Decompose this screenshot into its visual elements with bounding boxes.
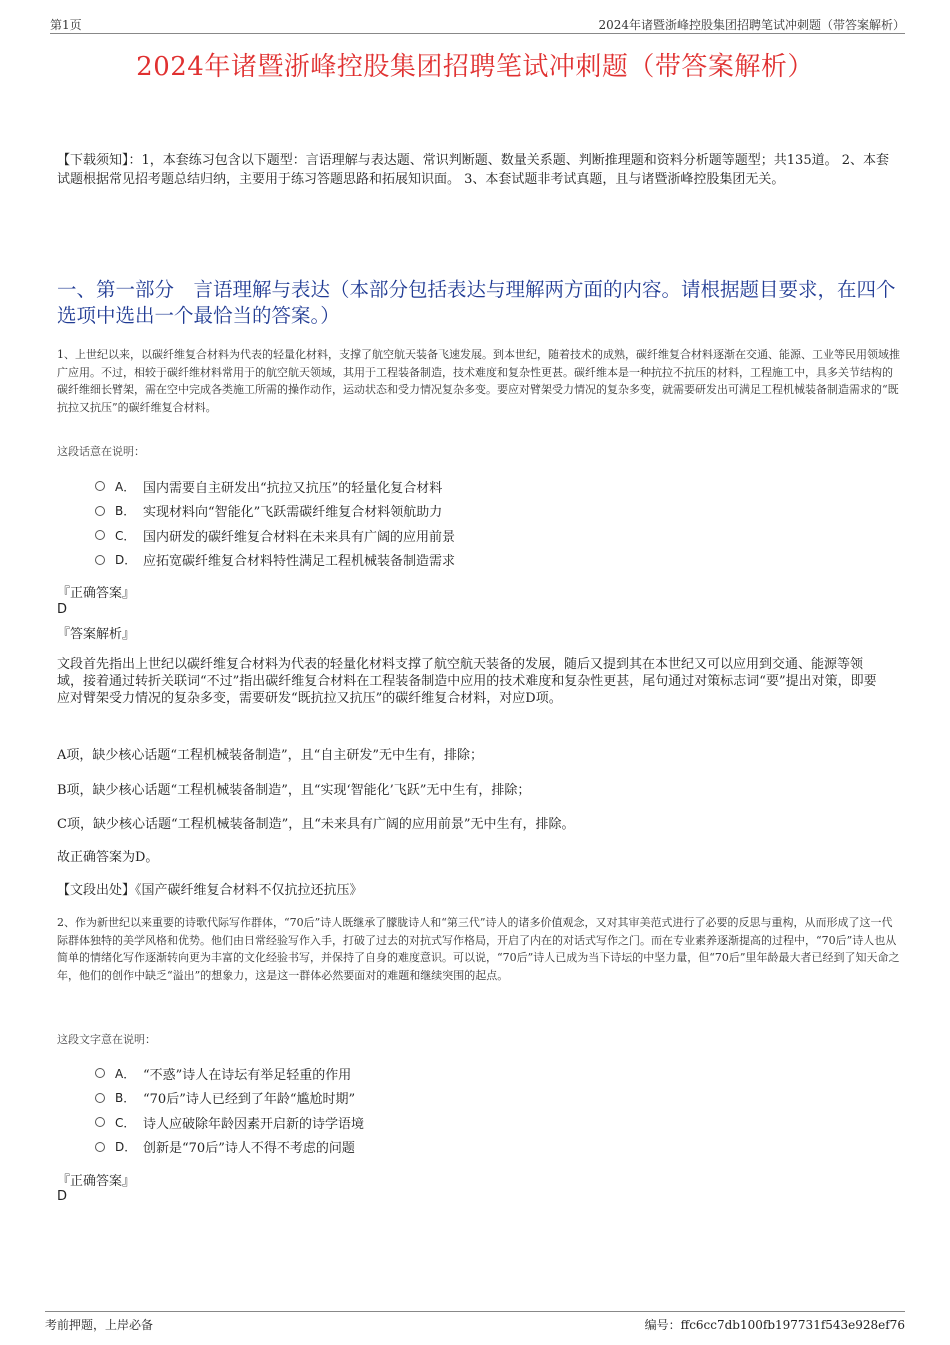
radio-icon[interactable] bbox=[95, 506, 105, 516]
option-a[interactable]: A． 国内需要自主研发出“抗拉又抗压”的轻量化复合材料 bbox=[95, 474, 455, 499]
source-citation: 【文段出处】《国产碳纤维复合材料不仅抗拉还抗压》 bbox=[57, 883, 363, 898]
option-a[interactable]: A． “不惑”诗人在诗坛有举足轻重的作用 bbox=[95, 1061, 364, 1086]
radio-icon[interactable] bbox=[95, 1142, 105, 1152]
analysis-note-b: B项，缺少核心话题“工程机械装备制造”，且“实现‘智能化’飞跃”无中生有，排除； bbox=[57, 783, 531, 798]
header-doc-title: 2024年诸暨浙峰控股集团招聘笔试冲刺题（带答案解析） bbox=[598, 18, 905, 32]
footer-serial: 编号：ffc6cc7db100fb197731f543e928ef76 bbox=[644, 1318, 905, 1332]
option-b[interactable]: B． 实现材料向“智能化”飞跃需碳纤维复合材料领航助力 bbox=[95, 499, 455, 524]
answer-value: D bbox=[57, 602, 68, 617]
question-2-text: 2、作为新世纪以来重要的诗歌代际写作群体，“70后”诗人既继承了朦胧诗人和“第三代”诗人的诸多价值观念，又对其审美范式进行了必要的反思与重构，从而形成了这一代际群体独特的美学风格和优势。他们由日常经验写作入手，打破了过去的对抗式写作格局，开启了内在的对话式写作之门。而在专业素养逐渐提高的过程中，“70后”诗人也从简单的情绪化写作逐渐转向更为丰富的文化经验书写，并保持了自身的难度意识。可以说，“70后”诗人已成为当下诗坛的中坚力量，但“70后”里年龄最大者已经到了知天命之年，他们的创作中缺乏“溢出”的想象力，这是这一群体必然要面对的难题和继续突围的起点。 bbox=[57, 916, 900, 982]
option-b[interactable]: B． “70后”诗人已经到了年龄“尴尬时期” bbox=[95, 1086, 364, 1111]
analysis-text: 文段首先指出上世纪以碳纤维复合材料为代表的轻量化材料支撑了航空航天装备的发展，随后又提到其在本世纪又可以应用到交通、能源等领域，接着通过转折关联词“不过”指出碳纤维复合材料在工程装备制造中应用的技术难度和复杂性更甚，尾句通过对策标志词“要”提出对策，即要应对臂架受力情况的复杂多变，需要研发“既抗拉又抗压”的碳纤维复合材料，对应D项。 bbox=[57, 657, 877, 706]
option-c[interactable]: C． 国内研发的碳纤维复合材料在未来具有广阔的应用前景 bbox=[95, 523, 455, 548]
option-d[interactable]: D． 创新是“70后”诗人不得不考虑的问题 bbox=[95, 1135, 364, 1160]
analysis-label: 『答案解析』 bbox=[57, 627, 136, 642]
question-2-options bbox=[95, 1061, 364, 1159]
footer-slogan: 考前押题，上岸必备 bbox=[45, 1318, 154, 1332]
answer-label: 『正确答案』 bbox=[57, 1174, 136, 1189]
page-number: 第1页 bbox=[50, 18, 82, 32]
page-header bbox=[50, 13, 905, 34]
radio-icon[interactable] bbox=[95, 555, 105, 565]
question-2-prompt: 这段文字意在说明： bbox=[57, 1033, 156, 1046]
download-notice: 【下载须知】：1，本套练习包含以下题型：言语理解与表达题、常识判断题、数量关系题、判断推理题和资料分析题等题型；共135道。 2、本套试题根据常见招考题总结归纳，主要用于练习答题思路和拓展知识面。 3、本套试题非考试真题，且与诸暨浙峰控股集团无关。 bbox=[57, 153, 889, 187]
question-1-text: 1、上世纪以来，以碳纤维复合材料为代表的轻量化材料，支撑了航空航天装备飞速发展。到本世纪，随着技术的成熟，碳纤维复合材料逐渐在交通、能源、工业等民用领域推广应用。不过，相较于碳纤维材料常用于的航空航天领域，其用于工程装备制造，技术难度和复杂性更甚。碳纤维本是一种抗拉不抗压的材料，工程施工中，具多关节结构的碳纤维细长臂架，需在空中完成各类施工所需的操作动作，运动状态和受力情况复杂多变。要应对臂架受力情况的复杂多变，就需要研发出可满足工程机械装备制造需求的“既抗拉又抗压”的碳纤维复合材料。 bbox=[57, 348, 900, 414]
radio-icon[interactable] bbox=[95, 1068, 105, 1078]
analysis-conclusion: 故正确答案为D。 bbox=[57, 850, 159, 865]
answer-value: D bbox=[57, 1189, 68, 1204]
document-title: 2024年诸暨浙峰控股集团招聘笔试冲刺题（带答案解析） bbox=[136, 52, 814, 82]
radio-icon[interactable] bbox=[95, 1093, 105, 1103]
question-1-options bbox=[95, 474, 455, 572]
option-c[interactable]: C． 诗人应破除年龄因素开启新的诗学语境 bbox=[95, 1110, 364, 1135]
option-d[interactable]: D． 应拓宽碳纤维复合材料特性满足工程机械装备制造需求 bbox=[95, 548, 455, 573]
radio-icon[interactable] bbox=[95, 481, 105, 491]
page-footer bbox=[45, 1311, 905, 1332]
radio-icon[interactable] bbox=[95, 530, 105, 540]
section-title: 一、第一部分 言语理解与表达（本部分包括表达与理解两方面的内容。请根据题目要求，在四个选项中选出一个最恰当的答案。） bbox=[57, 278, 896, 327]
radio-icon[interactable] bbox=[95, 1117, 105, 1127]
analysis-note-c: C项，缺少核心话题“工程机械装备制造”，且“未来具有广阔的应用前景”无中生有，排除。 bbox=[57, 817, 575, 832]
answer-label: 『正确答案』 bbox=[57, 586, 136, 601]
analysis-note-a: A项，缺少核心话题“工程机械装备制造”，且“自主研发”无中生有，排除； bbox=[57, 748, 483, 763]
question-1-prompt: 这段话意在说明： bbox=[57, 445, 145, 458]
